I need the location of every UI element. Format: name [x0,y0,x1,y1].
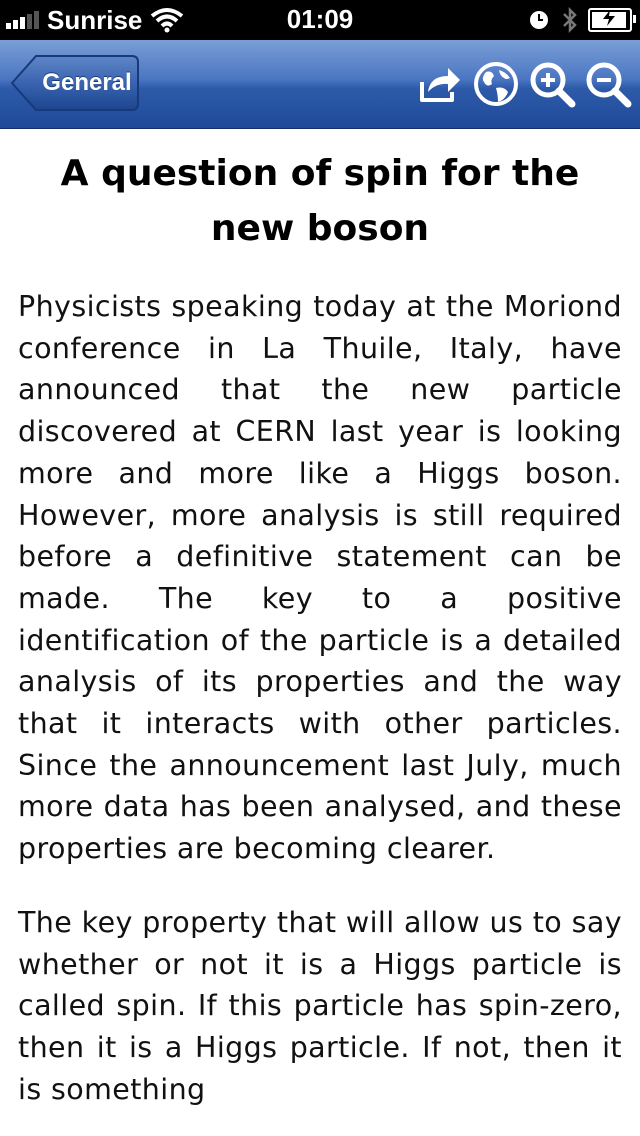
back-button-label: General [42,69,132,96]
alarm-clock-icon [528,9,550,31]
share-icon[interactable] [416,60,464,108]
carrier-name: Sunrise [47,4,143,35]
article-title: A question of spin for the new boson [60,153,580,249]
battery-icon [588,8,632,32]
article-content [18,128,622,1110]
status-time: 01:09 [286,4,354,34]
zoom-out-icon[interactable] [584,60,632,108]
bluetooth-icon [560,6,580,34]
article-paragraph: Physicists speaking today at the Moriond conference in La Thuile, Italy, have announced that the new particle discovered at CERN last year is looking more and more like a Higgs boson. However, more analysis is still required before a definitive statement can be made. The key to a positive identification of the particle is a detailed analysis of its properties and the way that it interacts with other particles. Since the announcement last July, much more data has been analysed, and these properties are becoming clearer. [18,290,622,866]
zoom-in-icon[interactable] [528,60,576,108]
globe-icon[interactable] [472,60,520,108]
navigation-bar [0,40,640,129]
status-bar [0,0,640,40]
status-right [528,6,632,34]
article-paragraph: The key property that will allow us to say whether or not it is a Higgs particle is called spin. If this particle has spin-zero, then it is a Higgs particle. If not, then it is something [18,905,622,1106]
back-button[interactable] [10,54,140,112]
